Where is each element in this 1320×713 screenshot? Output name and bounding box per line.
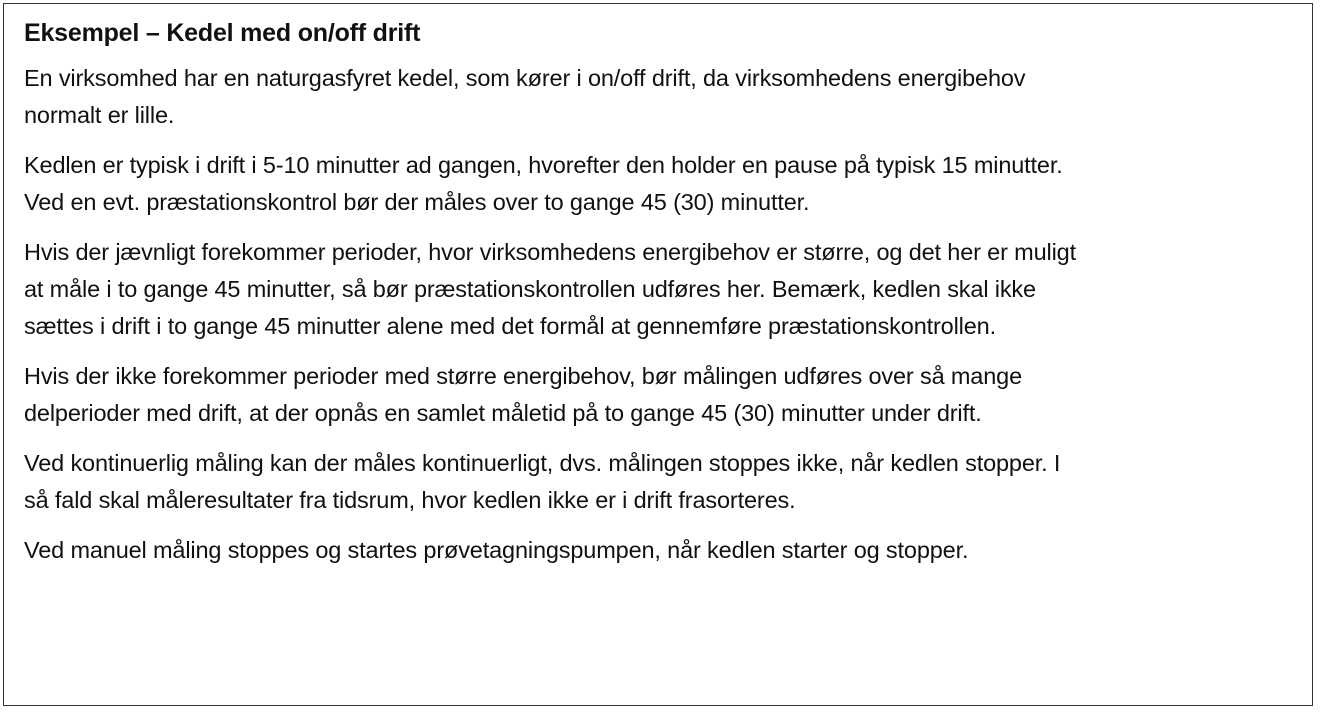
paragraph-1 — [24, 60, 1292, 134]
paragraph-3 — [24, 234, 1292, 345]
paragraph-line: sættes i drift i to gange 45 minutter alene med det formål at gennemføre præstationskontrollen. — [24, 313, 996, 339]
paragraph-line: normalt er lille. — [24, 102, 175, 128]
paragraph-line: Kedlen er typisk i drift i 5-10 minutter ad gangen, hvorefter den holder en pause på typisk 15 minutter. — [24, 152, 1063, 178]
paragraph-line: En virksomhed har en naturgasfyret kedel, som kører i on/off drift, da virksomhedens energibehov — [24, 65, 1026, 91]
paragraph-line: Ved kontinuerlig måling kan der måles kontinuerligt, dvs. målingen stoppes ikke, når kedlen stopper. I — [24, 450, 1061, 476]
example-box — [3, 3, 1313, 706]
paragraph-line: Hvis der ikke forekommer perioder med større energibehov, bør målingen udføres over så mange — [24, 363, 1022, 389]
paragraph-line: delperioder med drift, at der opnås en samlet måletid på to gange 45 (30) minutter under drift. — [24, 400, 982, 426]
paragraph-4 — [24, 358, 1292, 432]
example-title: Eksempel – Kedel med on/off drift — [24, 19, 421, 47]
paragraph-6 — [24, 532, 1292, 569]
paragraph-2 — [24, 147, 1292, 221]
paragraph-line: Ved en evt. præstationskontrol bør der måles over to gange 45 (30) minutter. — [24, 189, 810, 215]
paragraph-line: Hvis der jævnligt forekommer perioder, hvor virksomhedens energibehov er større, og det her er muligt — [24, 239, 1076, 265]
paragraph-line: så fald skal måleresultater fra tidsrum, hvor kedlen ikke er i drift frasorteres. — [24, 487, 796, 513]
paragraph-line: Ved manuel måling stoppes og startes prøvetagningspumpen, når kedlen starter og stopper. — [24, 537, 969, 563]
paragraph-line: at måle i to gange 45 minutter, så bør præstationskontrollen udføres her. Bemærk, kedlen skal ikke — [24, 276, 1036, 302]
paragraph-5 — [24, 445, 1292, 519]
